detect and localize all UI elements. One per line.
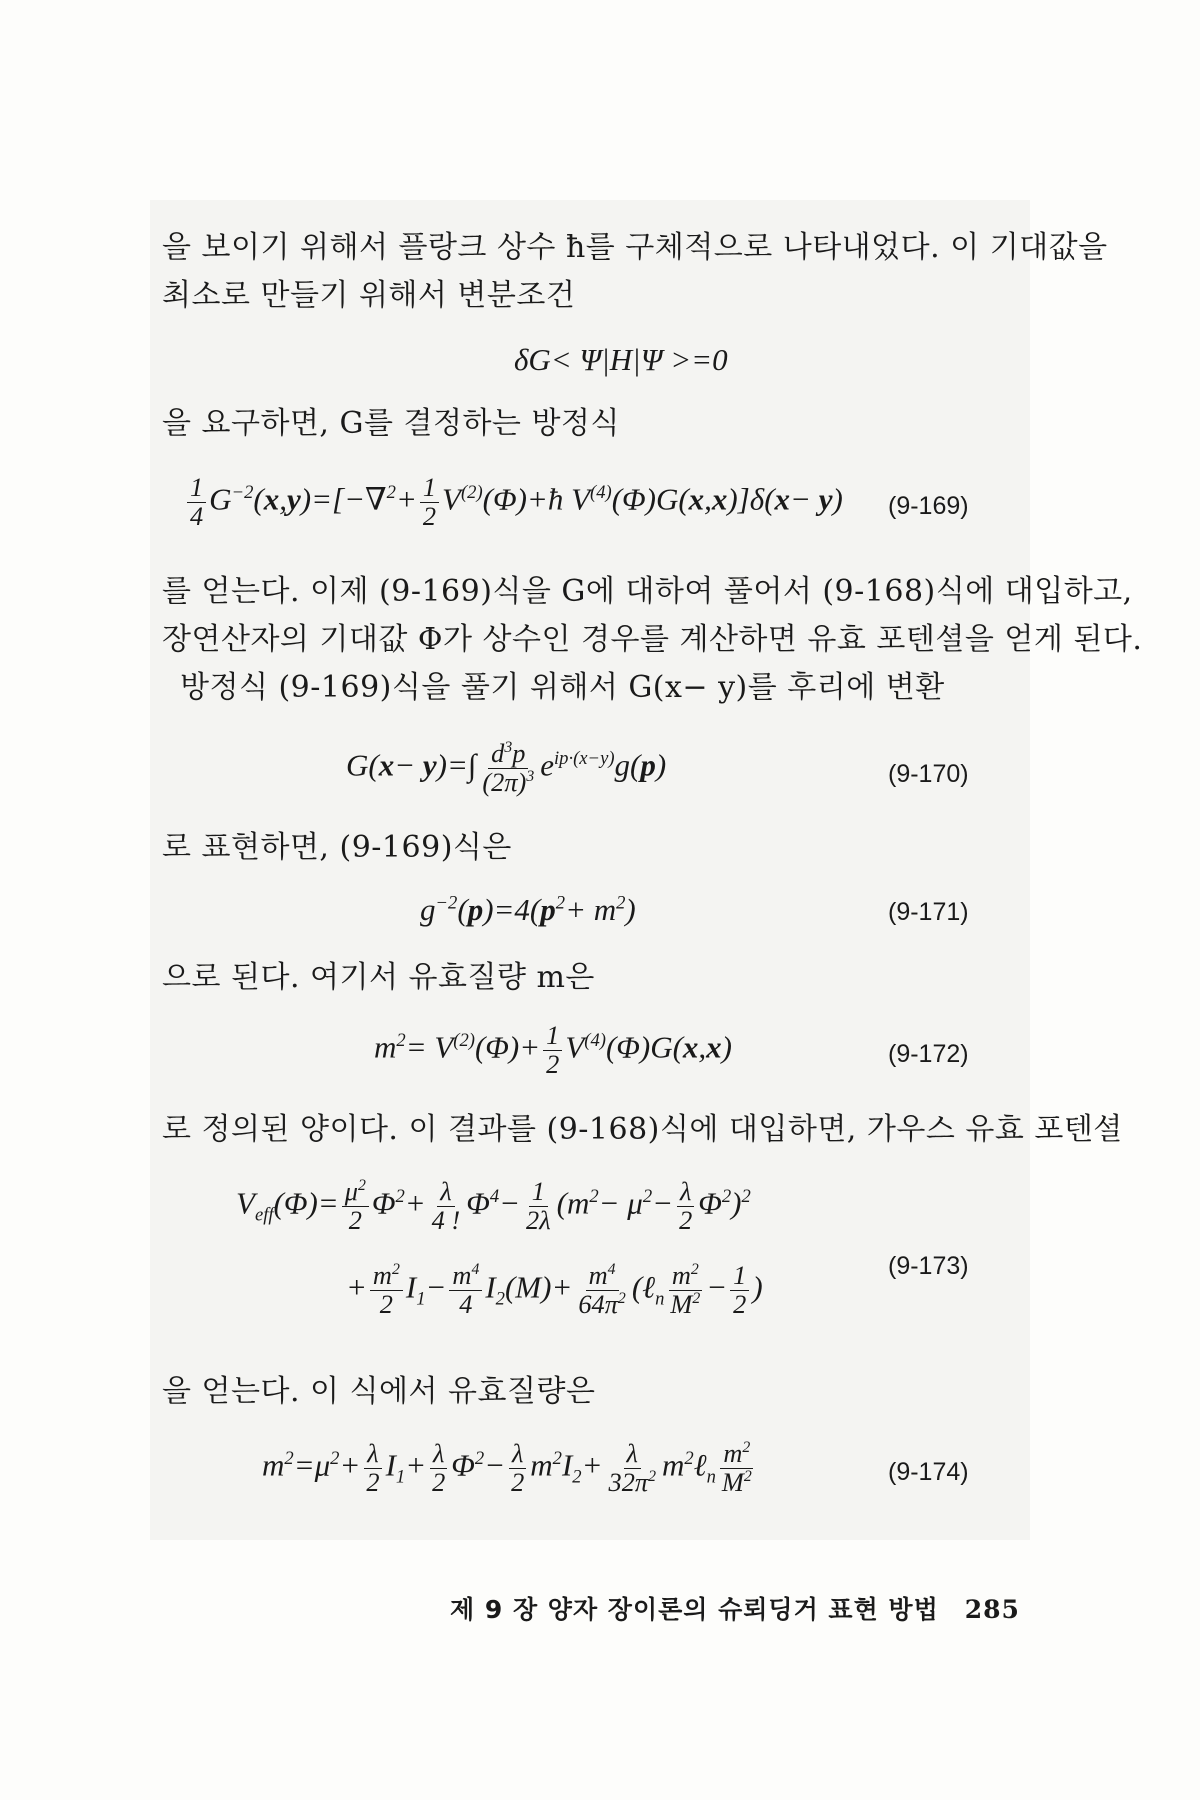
equation-9-173-line-2: + $\frac{m^2}{2}$ $I_1-$ $\frac{m^4}{4}$ $I_2(M)+$ $\frac{m^4}{64\pi^2}$ (ℓ$_n$ $\frac{m^2}{M^2}$ − $\frac{1}{2}$ ) xyxy=(346,1261,763,1319)
equation-number-9-174: (9-174) xyxy=(888,1458,969,1486)
equation-number-9-171: (9-171) xyxy=(888,898,969,926)
equation-9-172: $m^2= V^{(2)}(\Phi)+$ $\frac{1}{2}$ $V^{(4)}(\Phi)G(x,x)$ xyxy=(374,1021,732,1079)
paragraph-4: 방정식 (9-169)식을 풀기 위해서 G(x− y)를 후리에 변환 xyxy=(180,670,945,705)
paragraph-5: 로 표현하면, (9-169)식은 xyxy=(162,830,512,865)
paragraph-3-line-2: 장연산자의 기대값 Φ가 상수인 경우를 계산하면 유효 포텐셜을 얻게 된다. xyxy=(162,622,1143,657)
running-footer xyxy=(450,1590,1020,1626)
variational-condition: δG< Ψ|H|Ψ >=0 xyxy=(514,342,728,377)
page-number: 285 xyxy=(964,1595,1020,1624)
paragraph-7: 로 정의된 양이다. 이 결과를 (9-168)식에 대입하면, 가우스 유효 포텐셜 xyxy=(162,1112,1123,1147)
chapter-title: 제 9 장 양자 장이론의 슈뢰딩거 표현 방법 xyxy=(450,1595,939,1624)
paragraph-1-line-1: 을 보이기 위해서 플랑크 상수 ħ를 구체적으로 나타내었다. 이 기대값을 xyxy=(162,230,1108,265)
paragraph-3-line-1: 를 얻는다. 이제 (9-169)식을 G에 대하여 풀어서 (9-168)식에 대입하고, xyxy=(162,574,1133,609)
equation-9-171: $g^{-2}(p)=4(p^2+ m^2)$ xyxy=(420,892,636,927)
equation-9-169: $\frac{1}{4}$ $G^{-2}(x,y)=[-\nabla^2+$ $\frac{1}{2}$ $V^{(2)}(\Phi)+ħ$ $V^{(4)}(\Phi)G(x,x)]\delta(x- y)$ xyxy=(184,474,843,530)
page-text-area xyxy=(150,200,1030,1540)
equation-number-9-172: (9-172) xyxy=(888,1040,969,1068)
equation-9-170: G(x− y)=∫ $\frac{d^3p}{(2\pi)^3}$ $e^{ip\cdot(x-y)}g(p)$ xyxy=(346,739,667,797)
paragraph-2: 을 요구하면, G를 결정하는 방정식 xyxy=(162,406,620,441)
paragraph-8: 을 얻는다. 이 식에서 유효질량은 xyxy=(162,1374,596,1409)
paragraph-6: 으로 된다. 여기서 유효질량 m은 xyxy=(162,960,595,995)
equation-number-9-169: (9-169) xyxy=(888,492,969,520)
equation-number-9-173: (9-173) xyxy=(888,1252,969,1280)
equation-9-173-line-1: $V_{eff}(\Phi)=$ $\frac{\mu^2}{2}$ $\Phi^2+$ $\frac{\lambda}{4 !}$ $\Phi^4-$ $\frac{1}{2\lambda}$ ($m^2- \mu^2-$ $\frac{\lambda}{2}$ $\Phi^2)^2$ xyxy=(236,1177,751,1235)
equation-number-9-170: (9-170) xyxy=(888,760,969,788)
paragraph-1-line-2: 최소로 만들기 위해서 변분조건 xyxy=(162,278,576,313)
equation-9-174: $m^2=\mu^2+$ $\frac{\lambda}{2}$ $I_1+$ $\frac{\lambda}{2}$ $\Phi^2-$ $\frac{\lambda}{2}$ $m^2I_2+$ $\frac{\lambda}{32\pi^2}$ $m^2\ell_n$ $\frac{m^2}{M^2}$ xyxy=(262,1439,752,1497)
